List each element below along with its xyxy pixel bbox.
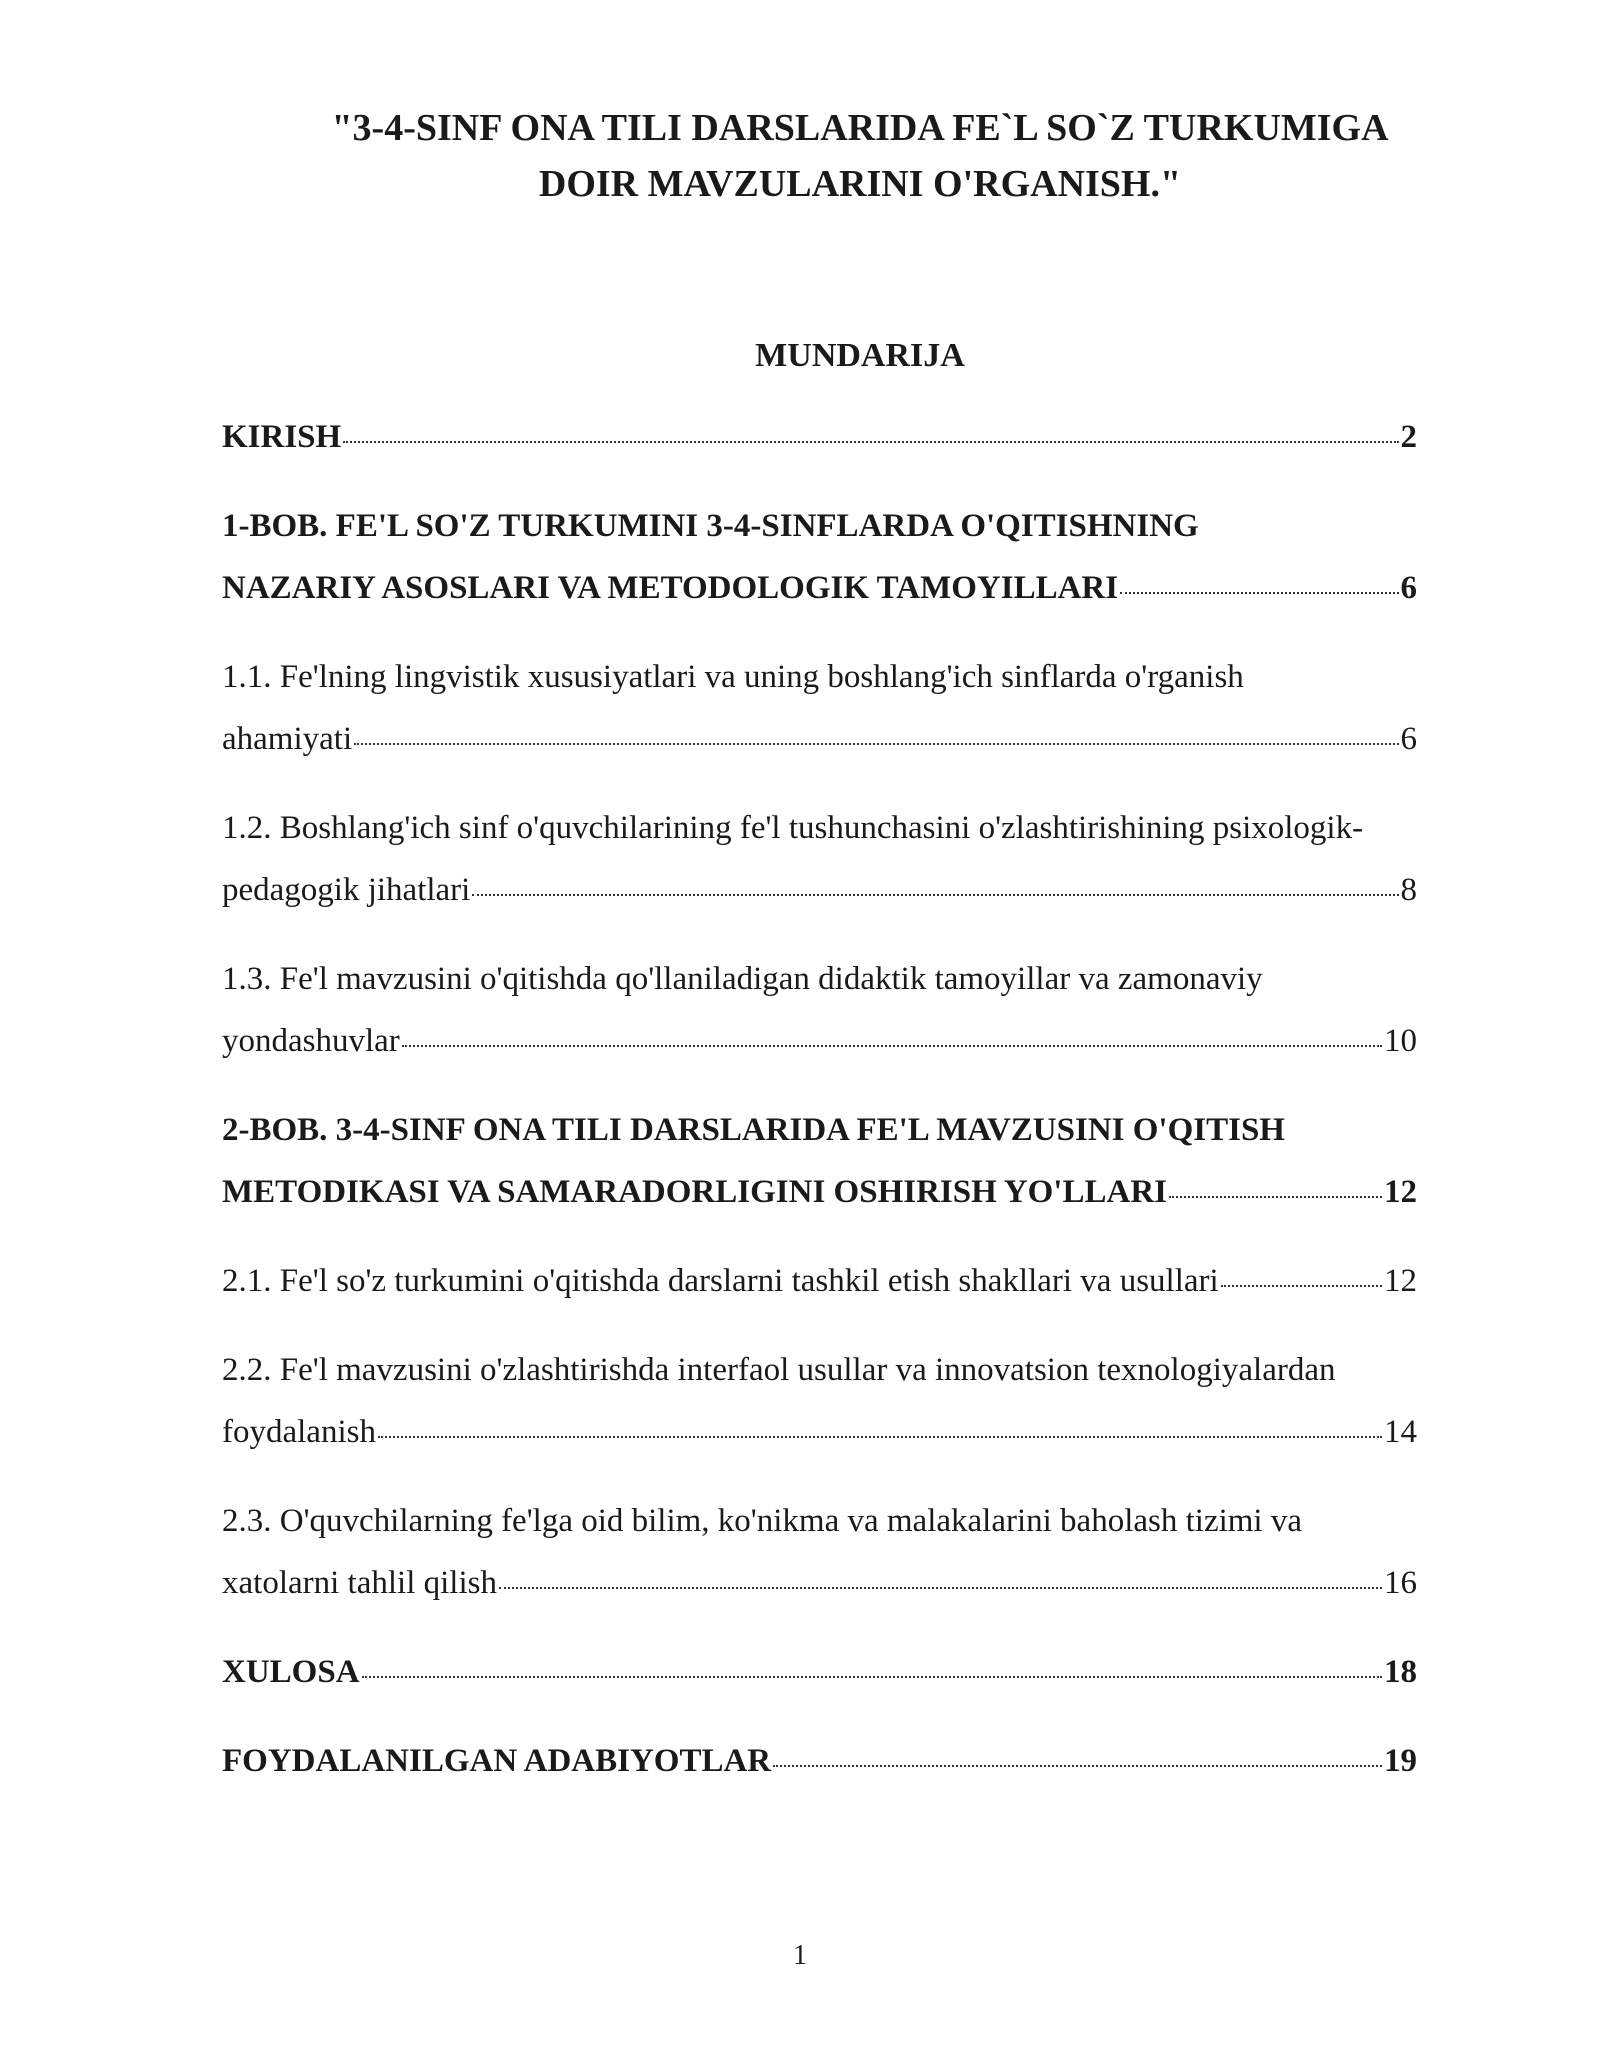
toc-entry-text: 2.1. Fe'l so'z turkumini o'qitishda darslarni tashkil etish shakllari va usullari bbox=[222, 1263, 1219, 1299]
toc-entry-section-1-1[interactable] bbox=[222, 646, 1492, 770]
dot-leader bbox=[773, 1765, 1382, 1767]
toc-heading: MUNDARIJA bbox=[755, 337, 965, 374]
toc-entry-section-1-3[interactable] bbox=[222, 948, 1492, 1072]
toc-entry-text-line-1: 2.3. O'quvchilarning fe'lga oid bilim, ko'nikma va malakalarini baholash tizimi va bbox=[222, 1503, 1302, 1539]
toc-entry-text: KIRISH bbox=[222, 419, 342, 455]
toc-entry-text-line-1: 1.1. Fe'lning lingvistik xususiyatlari va uning boshlang'ich sinflarda o'rganish bbox=[222, 659, 1244, 695]
toc-entry-text-line-1: 1.2. Boshlang'ich sinf o'quvchilarining fe'l tushunchasini o'zlashtirishining psixologik- bbox=[222, 810, 1364, 846]
page-number: 1 bbox=[793, 1940, 807, 1971]
toc-entry-text: yondashuvlar bbox=[222, 1023, 400, 1059]
toc-entry-text: FOYDALANILGAN ADABIYOTLAR bbox=[222, 1743, 772, 1779]
toc-entry-text-line-1: 2-BOB. 3-4-SINF ONA TILI DARSLARIDA FE'L MAVZUSINI O'QITISH bbox=[222, 1112, 1285, 1148]
document-title-line-1: "3-4-SINF ONA TILI DARSLARIDA FE`L SO`Z TURKUMIGA bbox=[331, 107, 1389, 149]
toc-page-number: 16 bbox=[1384, 1565, 1417, 1601]
dot-leader bbox=[354, 743, 1398, 745]
toc-page-number: 12 bbox=[1384, 1174, 1417, 1210]
toc-entry-section-1-2[interactable] bbox=[222, 797, 1492, 921]
toc-entry-xulosa[interactable] bbox=[222, 1641, 1492, 1703]
document-title-line-2: DOIR MAVZULARINI O'RGANISH." bbox=[538, 163, 1182, 205]
toc-entry-text: METODIKASI VA SAMARADORLIGINI OSHIRISH YO'LLARI bbox=[222, 1174, 1167, 1210]
dot-leader bbox=[402, 1045, 1382, 1047]
toc-page-number: 19 bbox=[1384, 1743, 1417, 1779]
toc-entry-text: ahamiyati bbox=[222, 721, 353, 757]
toc-entry-section-2-1[interactable] bbox=[222, 1250, 1492, 1312]
toc-entry-text: XULOSA bbox=[222, 1654, 360, 1690]
toc-page-number: 8 bbox=[1400, 872, 1417, 908]
toc-page-number: 12 bbox=[1384, 1263, 1417, 1299]
toc-page-number: 18 bbox=[1384, 1654, 1417, 1690]
toc-entry-text-line-1: 1-BOB. FE'L SO'Z TURKUMINI 3-4-SINFLARDA O'QITISHNING bbox=[222, 508, 1199, 544]
toc-entry-text: xatolarni tahlil qilish bbox=[222, 1565, 497, 1601]
document-title bbox=[200, 100, 1520, 212]
table-of-contents bbox=[222, 406, 1492, 1819]
toc-entry-text-line-1: 1.3. Fe'l mavzusini o'qitishda qo'llaniladigan didaktik tamoyillar va zamonaviy bbox=[222, 961, 1263, 997]
toc-entry-text: foydalanish bbox=[222, 1414, 376, 1450]
toc-entry-kirish[interactable] bbox=[222, 406, 1492, 468]
dot-leader bbox=[499, 1587, 1382, 1589]
dot-leader bbox=[378, 1436, 1382, 1438]
toc-page-number: 6 bbox=[1400, 721, 1417, 757]
toc-page-number: 2 bbox=[1400, 419, 1417, 455]
dot-leader bbox=[1169, 1196, 1382, 1198]
toc-entry-text: NAZARIY ASOSLARI VA METODOLOGIK TAMOYILLARI bbox=[222, 570, 1119, 606]
dot-leader bbox=[362, 1676, 1382, 1678]
toc-entry-section-2-3[interactable] bbox=[222, 1490, 1492, 1614]
toc-entry-section-2-2[interactable] bbox=[222, 1339, 1492, 1463]
toc-entry-chapter-1[interactable] bbox=[222, 495, 1492, 619]
dot-leader bbox=[343, 441, 1398, 443]
toc-page-number: 6 bbox=[1400, 570, 1417, 606]
toc-entry-text: pedagogik jihatlari bbox=[222, 872, 471, 908]
toc-entry-text-line-1: 2.2. Fe'l mavzusini o'zlashtirishda interfaol usullar va innovatsion texnologiyalardan bbox=[222, 1352, 1336, 1388]
toc-page-number: 10 bbox=[1384, 1023, 1417, 1059]
dot-leader bbox=[1120, 592, 1398, 594]
toc-entry-references[interactable] bbox=[222, 1730, 1492, 1792]
toc-entry-chapter-2[interactable] bbox=[222, 1099, 1492, 1223]
dot-leader bbox=[472, 894, 1398, 896]
dot-leader bbox=[1221, 1285, 1382, 1287]
toc-page-number: 14 bbox=[1384, 1414, 1417, 1450]
